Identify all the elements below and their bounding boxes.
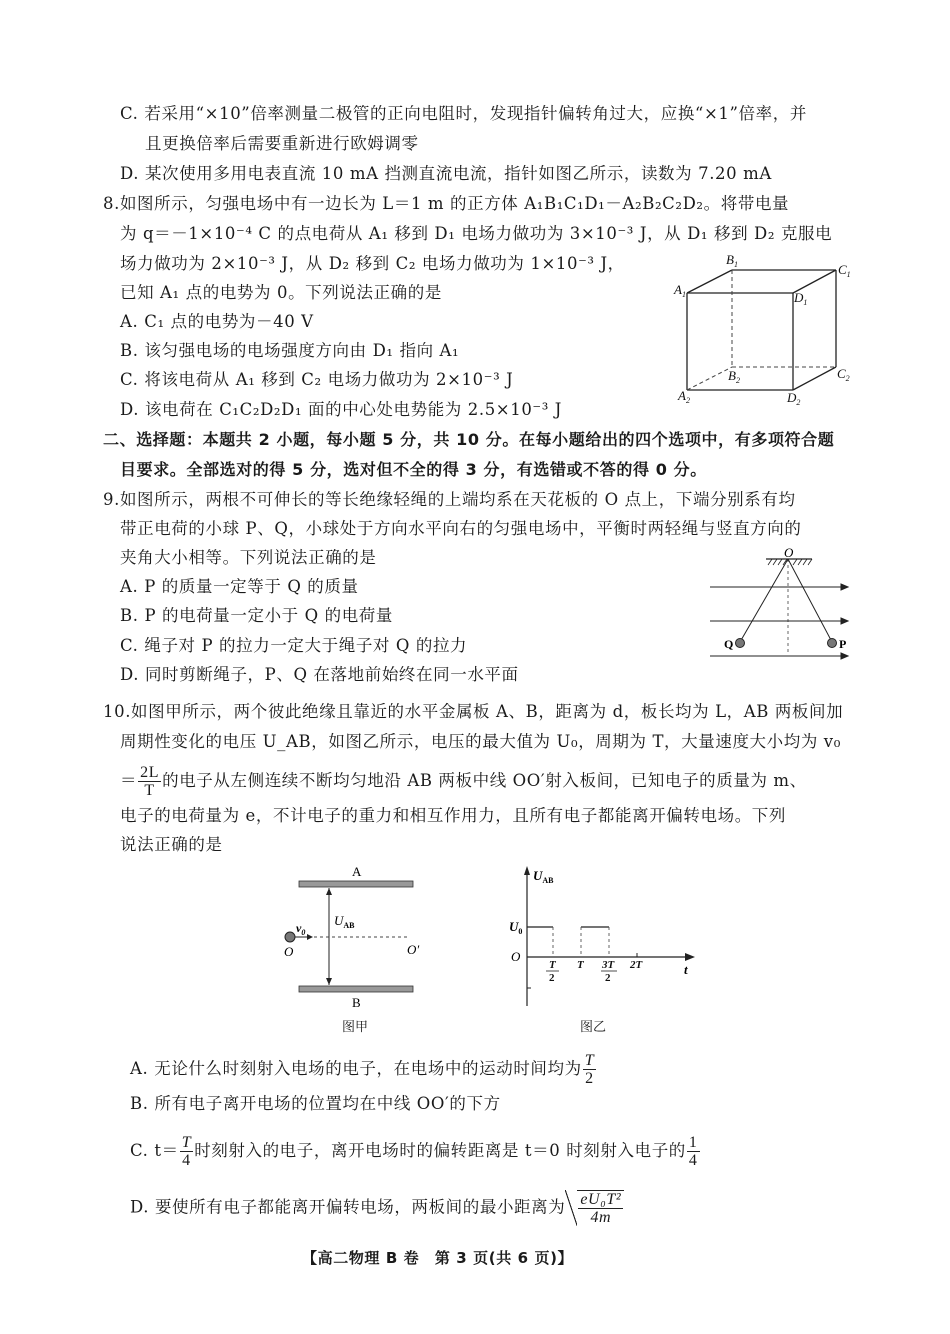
pendulum-figure (700, 545, 860, 680)
q7-option-c-line1 (120, 104, 807, 124)
option-text: t＝ (154, 1141, 179, 1160)
q8-option-d (120, 400, 562, 420)
option-text: P 的质量一定等于 Q 的质量 (144, 577, 359, 596)
q9-stem-line3: 夹角大小相等。下列说法正确的是 (120, 548, 377, 567)
q10-option-a (130, 1052, 597, 1087)
q10-stem-line5: 说法正确的是 (120, 835, 223, 854)
label-o: O (784, 545, 794, 560)
q9-stem-line1 (103, 490, 796, 510)
q9-option-d (120, 665, 519, 685)
q10-stem-line1 (103, 702, 843, 722)
option-text: 将该电荷从 A₁ 移到 C₂ 电场力做功为 2×10⁻³ J (144, 370, 514, 389)
question-number: 8. (103, 194, 120, 213)
denominator: 4 (182, 1152, 191, 1169)
option-label: D. (120, 164, 140, 183)
q8-option-c (120, 370, 513, 390)
q10-stem-line2: 周期性变化的电压 U_AB，如图乙所示，电压的最大值为 U₀，周期为 T，大量速度大小均为 v₀ (120, 732, 841, 751)
q8-stem-line1 (103, 194, 789, 214)
option-text: 时刻射入的电子，离开电场时的偏转距离是 t＝0 时刻射入电子的 (194, 1141, 686, 1160)
label-uab: $U_{AB}$ (334, 913, 355, 930)
label-b1: $B_1$ (726, 252, 738, 269)
numerator: T (584, 1052, 595, 1069)
label-d1: $D_1$ (794, 290, 808, 307)
label-q: Q (724, 637, 734, 651)
ball-p-icon (828, 639, 837, 648)
figure-yi-caption: 图乙 (580, 1020, 607, 1035)
label-o-prime: O′ (407, 942, 420, 957)
section2-heading-line2: 目要求。全部选对的得 5 分，选对但不全的得 3 分，有选错或不答的得 0 分。 (120, 460, 707, 479)
stem-text: 如图所示，匀强电场中有一边长为 L＝1 m 的正方体 A₁B₁C₁D₁－A₂B₂C₂D₂。将带电量 (119, 194, 790, 213)
denominator: T (144, 782, 155, 799)
option-text: 所有电子离开电场的位置均在中线 OO′的下方 (154, 1094, 501, 1113)
option-text: 该电荷在 C₁C₂D₂D₁ 面的中心处电势能为 2.5×10⁻³ J (144, 400, 562, 419)
option-label: C. (120, 104, 139, 123)
option-label: D. (120, 400, 140, 419)
option-text: P 的电荷量一定小于 Q 的电荷量 (144, 606, 394, 625)
q7-option-c-line2: 且更换倍率后需要重新进行欧姆调零 (145, 134, 419, 153)
q10-option-d (130, 1190, 624, 1226)
stem-text: 如图甲所示，两个彼此绝缘且靠近的水平金属板 A、B，距离为 d，板长均为 L，AB 两板间加 (131, 702, 844, 721)
cube-figure (660, 250, 860, 420)
label-plate-a: A (352, 864, 362, 879)
figure-jia-caption: 图甲 (342, 1020, 369, 1035)
option-text: 若采用“×10”倍率测量二极管的正向电阻时，发现指针偏转角过大，应换“×1”倍率，并 (144, 104, 807, 123)
q8-option-a (120, 312, 314, 332)
fraction-2l-over-t (138, 764, 161, 799)
y-axis-label: $U_{AB}$ (533, 868, 554, 885)
option-label: D. (130, 1197, 150, 1217)
option-label: B. (130, 1094, 149, 1113)
q8-stem-line4: 已知 A₁ 点的电势为 0。下列说法正确的是 (120, 283, 442, 302)
x-axis-label: t (684, 962, 688, 977)
option-text: 无论什么时刻射入电场的电子，在电场中的运动时间均为 (154, 1059, 582, 1078)
figure-jia-plates (270, 860, 440, 1035)
equals-sign: ＝ (120, 771, 138, 790)
label-c1: $C_1$ (838, 262, 851, 279)
q9-option-b (120, 606, 393, 626)
option-label: A. (120, 577, 139, 596)
q10-option-c (130, 1134, 701, 1169)
option-text: 要使所有电子都能离开偏转电场，两板间的最小距离为 (154, 1197, 566, 1217)
tick-2t: 2T (630, 959, 643, 971)
q7-option-d (120, 164, 772, 184)
label-o: O (284, 944, 294, 959)
option-text: C₁ 点的电势为－40 V (144, 312, 314, 331)
denominator: 4m (590, 1209, 612, 1226)
plate-a (299, 881, 413, 887)
page-footer: 【高二物理 B 卷 第 3 页(共 6 页)】 (302, 1249, 574, 1267)
fraction-1-over-4 (687, 1134, 700, 1169)
numerator: 2L (140, 764, 160, 781)
q8-option-b (120, 341, 459, 361)
option-label: A. (130, 1059, 149, 1078)
option-text: 绳子对 P 的拉力一定大于绳子对 Q 的拉力 (144, 636, 468, 655)
option-label: C. (120, 636, 139, 655)
label-c2: $C_2$ (837, 366, 850, 383)
numerator: eU₀T² (580, 1191, 622, 1208)
option-label: B. (120, 341, 139, 360)
q10-stem-line3 (120, 764, 807, 799)
question-number: 9. (103, 490, 120, 509)
option-label: B. (120, 606, 139, 625)
option-label: C. (130, 1141, 149, 1160)
question-number: 10. (103, 702, 132, 721)
label-plate-b: B (352, 995, 361, 1010)
q10-option-b (130, 1094, 501, 1114)
q9-stem-line2: 带正电荷的小球 P、Q，小球处于方向水平向右的匀强电场中，平衡时两轻绳与竖直方向的 (120, 519, 802, 538)
label-p: P (839, 637, 847, 651)
tick-t-half-num: T (549, 959, 556, 971)
q10-stem-line4: 电子的电荷量为 e，不计电子的重力和相互作用力，且所有电子都能离开偏转电场。下列 (120, 806, 787, 825)
option-text: 同时剪断绳子，P、Q 在落地前始终在同一水平面 (144, 665, 519, 684)
q8-stem-line2: 为 q＝－1×10⁻⁴ C 的点电荷从 A₁ 移到 D₁ 电场力做功为 3×10⁻³ J，从 D₁ 移到 D₂ 克服电 (120, 224, 833, 243)
option-text: 某次使用多用电表直流 10 mA 挡测直流电流，指针如图乙所示，读数为 7.20 mA (144, 164, 772, 183)
tick-3t-half-num: 3T (602, 959, 615, 971)
denominator: 4 (688, 1152, 698, 1169)
q9-option-a (120, 577, 359, 597)
stem-text: 如图所示，两根不可伸长的等长绝缘轻绳的上端均系在天花板的 O 点上，下端分别系有均 (119, 490, 796, 509)
option-label: D. (120, 665, 140, 684)
stem-text: 的电子从左侧连续不断均匀地沿 AB 两板中线 OO′射入板间，已知电子的质量为 m、 (162, 771, 807, 790)
numerator: 1 (688, 1134, 698, 1151)
plate-b (299, 986, 413, 992)
numerator: T (181, 1134, 192, 1151)
sqrt-expression (565, 1190, 624, 1226)
denominator: 2 (585, 1070, 594, 1087)
option-label: C. (120, 370, 139, 389)
option-text: 该匀强电场的电场强度方向由 D₁ 指向 A₁ (144, 341, 460, 360)
tick-3t-half-den: 2 (605, 972, 611, 984)
section2-heading-line1: 二、选择题：本题共 2 小题，每小题 5 分，共 10 分。在每小题给出的四个选项中，有多项符合题 (103, 430, 835, 449)
option-label: A. (120, 312, 139, 331)
label-a2: $A_2$ (678, 388, 690, 405)
figure-yi-chart (500, 860, 710, 1035)
label-d2: $D_2$ (787, 390, 801, 407)
q9-option-c (120, 636, 467, 656)
fraction-t-over-2 (583, 1052, 597, 1087)
label-v0: $v_0$ (296, 921, 306, 937)
label-b2: $B_2$ (728, 368, 740, 385)
tick-t: T (577, 959, 584, 971)
u0-label: $U_0$ (509, 919, 523, 936)
tick-t-half-den: 2 (549, 972, 555, 984)
q8-stem-line3: 场力做功为 2×10⁻³ J，从 D₂ 移到 C₂ 电场力做功为 1×10⁻³ J， (120, 254, 625, 273)
fraction-t-over-4 (180, 1134, 194, 1169)
label-a1: $A_1$ (674, 282, 686, 299)
ball-q-icon (736, 639, 745, 648)
electron-icon (285, 932, 295, 942)
origin-label: O (511, 949, 521, 964)
